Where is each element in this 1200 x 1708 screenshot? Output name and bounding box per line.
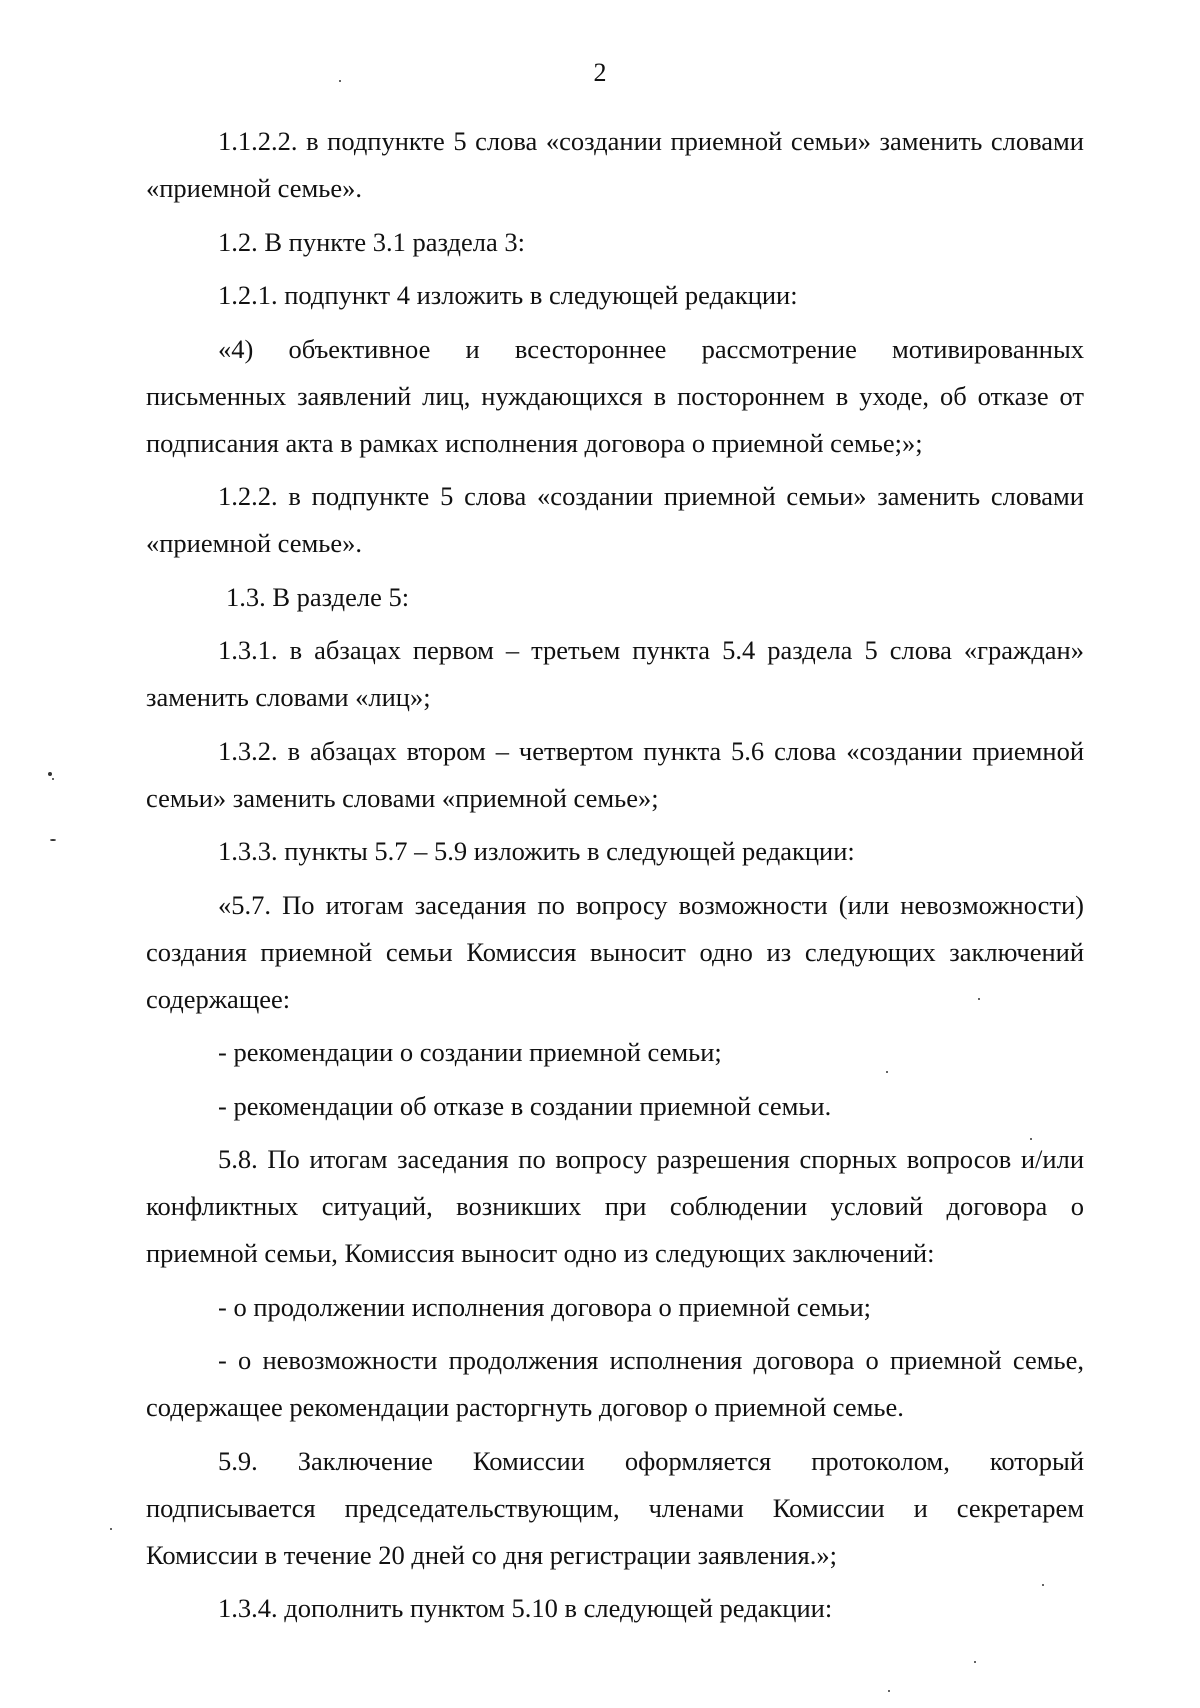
paragraph-5-9: 5.9. Заключение Комиссии оформляется протоколом, который подписывается председательствующим, членами Комиссии и секретарем Комиссии в течение 20 дней со дня регистрации заявления.»; xyxy=(146,1445,1084,1570)
scan-speck xyxy=(886,1071,888,1073)
paragraph-1-2-heading: 1.2. В пункте 3.1 раздела 3: xyxy=(218,226,526,257)
list-item-recommend-refuse: - рекомендации об отказе в создании приемной семьи. xyxy=(218,1090,832,1121)
scan-speck xyxy=(52,778,54,780)
scan-speck xyxy=(339,80,341,82)
paragraph-1-1-2-2: 1.1.2.2. в подпункте 5 слова «создании приемной семьи» заменить словами «приемной семье». xyxy=(146,126,1084,203)
scan-speck xyxy=(888,1690,890,1692)
paragraph-5-8: 5.8. По итогам заседания по вопросу разрешения спорных вопросов и/или конфликтных ситуаций, возникших при соблюдении условий договора о приемной семьи, Комиссия выносит одно из следующих заключений: xyxy=(146,1144,1084,1268)
paragraph-quote-4: «4) объективное и всестороннее рассмотрение мотивированных письменных заявлений лиц, нуждающихся в постороннем в уходе, об отказе от подписания акта в рамках исполнения договора о приемной семье;»; xyxy=(146,333,1084,458)
page-number: 2 xyxy=(593,58,607,87)
paragraph-1-3-1: 1.3.1. в абзацах первом – третьем пункта 5.4 раздела 5 слова «граждан» заменить словами «лиц»; xyxy=(146,635,1084,712)
paragraph-1-2-1: 1.2.1. подпункт 4 изложить в следующей редакции: xyxy=(218,280,798,310)
paragraph-1-3-3: 1.3.3. пункты 5.7 – 5.9 изложить в следующей редакции: xyxy=(218,836,855,866)
paragraph-5-7: «5.7. По итогам заседания по вопросу возможности (или невозможности) создания приемной семьи Комиссия выносит одно из следующих заключений содержащее: xyxy=(146,889,1084,1014)
paragraph-1-3-4: 1.3.4. дополнить пунктом 5.10 в следующей редакции: xyxy=(218,1593,833,1623)
list-item-recommend-create: - рекомендации о создании приемной семьи; xyxy=(218,1037,722,1067)
scan-speck xyxy=(110,1528,112,1530)
list-item-continue-contract: - о продолжении исполнения договора о приемной семьи; xyxy=(218,1291,872,1322)
paragraph-1-2-2: 1.2.2. в подпункте 5 слова «создании приемной семьи» заменить словами «приемной семье». xyxy=(146,481,1084,558)
document-body xyxy=(146,118,1084,1639)
scan-speck xyxy=(974,1661,976,1663)
paragraph-1-3-2: 1.3.2. в абзацах втором – четвертом пункта 5.6 слова «создании приемной семьи» заменить словами «приемной семье»; xyxy=(146,735,1084,813)
scan-speck xyxy=(1030,1138,1032,1140)
paragraph-1-3-heading: 1.3. В разделе 5: xyxy=(226,581,410,612)
scan-speck xyxy=(50,839,56,841)
scan-speck xyxy=(48,772,52,776)
scan-speck xyxy=(978,998,980,1000)
scan-speck xyxy=(1042,1584,1044,1586)
list-item-impossible-continue: - о невозможности продолжения исполнения договора о приемной семье, содержащее рекомендации расторгнуть договор о приемной семье. xyxy=(146,1345,1084,1422)
